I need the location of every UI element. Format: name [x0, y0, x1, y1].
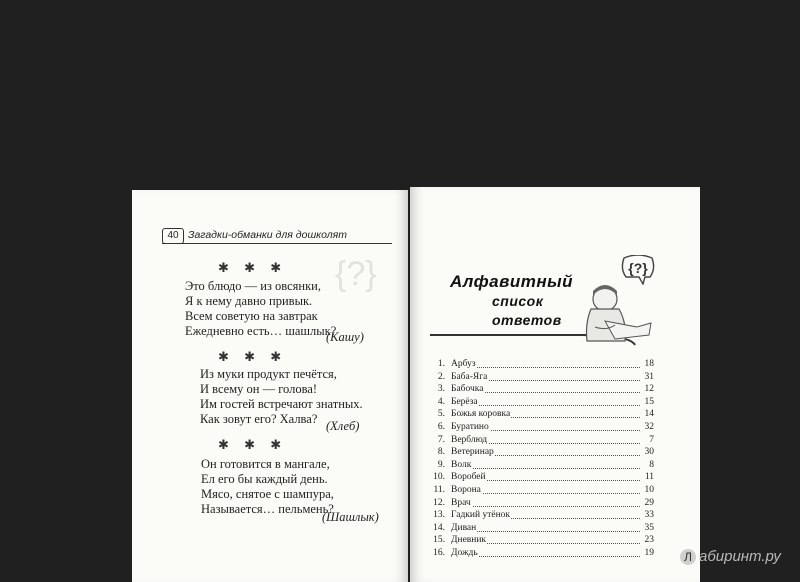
item-number: 9. — [437, 459, 445, 470]
riddle-line: Всем советую на завтрак — [185, 309, 318, 323]
list-item — [429, 396, 654, 409]
riddle-line: Ел его бы каждый день. — [201, 472, 328, 486]
riddle-answer-1: (Кашу) — [326, 330, 364, 344]
running-header-title: Загадки-обманки для дошколят — [188, 229, 348, 241]
item-label: Буратино — [451, 421, 489, 432]
item-label: Дождь — [451, 547, 478, 558]
riddle-line: Это блюдо — из овсянки, — [185, 279, 321, 293]
title-line-2: список — [492, 293, 544, 309]
item-number: 8. — [437, 447, 445, 458]
item-label: Верблюд — [451, 434, 488, 445]
leader-dots — [451, 468, 640, 469]
stars-divider: ✱ ✱ ✱ — [218, 260, 288, 275]
list-item — [429, 459, 654, 472]
item-number: 11. — [433, 484, 445, 495]
leader-dots — [451, 556, 640, 557]
riddle-line: Я к нему давно привык. — [185, 294, 313, 308]
item-page: 12 — [640, 383, 654, 396]
list-item — [429, 434, 654, 447]
bleed-through-mark: {?} — [335, 255, 377, 293]
item-label: Диван — [451, 522, 477, 533]
list-item — [429, 446, 654, 459]
list-item — [429, 509, 654, 522]
item-number: 15. — [433, 535, 445, 546]
list-item — [429, 408, 654, 421]
riddle-line: Из муки продукт печётся, — [200, 367, 337, 381]
thinking-child-illustration — [575, 283, 655, 343]
item-page: 7 — [640, 434, 654, 447]
stars-divider: ✱ ✱ ✱ — [218, 349, 288, 364]
item-label: Гадкий утёнок — [451, 510, 511, 521]
riddle-line: Как зовут его? Халва? — [200, 412, 318, 426]
item-number: 5. — [437, 409, 445, 420]
item-page: 33 — [640, 509, 654, 522]
labirint-logo-icon: Л — [680, 549, 696, 565]
item-label: Бабочка — [451, 384, 484, 395]
riddle-line: Мясо, снятое с шампура, — [201, 487, 334, 501]
riddle-2 — [200, 367, 363, 427]
item-page: 18 — [640, 358, 654, 371]
bubble-text: {?} — [628, 260, 648, 276]
item-label: Ворона — [451, 484, 481, 495]
riddle-line: Называется… пельмень? — [201, 502, 334, 516]
item-page: 15 — [640, 396, 654, 409]
list-item — [429, 547, 654, 560]
item-page: 19 — [640, 547, 654, 560]
watermark — [680, 548, 781, 565]
riddle-line: Он готовится в мангале, — [201, 457, 330, 471]
item-label: Ветеринар — [451, 447, 494, 458]
list-item — [429, 421, 654, 434]
item-number: 3. — [437, 384, 445, 395]
list-item — [429, 371, 654, 384]
item-number: 7. — [437, 434, 445, 445]
question-bubble-icon — [621, 255, 655, 285]
answer-index-list — [429, 358, 654, 560]
list-item — [429, 522, 654, 535]
item-label: Дневник — [451, 535, 487, 546]
item-label: Воробей — [451, 472, 486, 483]
header-rule — [162, 243, 392, 244]
item-label: Божья коровка — [451, 409, 511, 420]
item-number: 12. — [433, 497, 445, 508]
leader-dots — [451, 506, 640, 507]
item-label: Арбуз — [451, 359, 476, 369]
item-number: 2. — [437, 371, 445, 382]
list-item — [429, 383, 654, 396]
list-item — [429, 497, 654, 510]
list-item — [429, 471, 654, 484]
item-label: Баба-Яга — [451, 371, 488, 382]
item-number: 16. — [433, 547, 445, 558]
riddle-answer-2: (Хлеб) — [326, 419, 360, 433]
list-item — [429, 534, 654, 547]
item-page: 29 — [640, 497, 654, 510]
leader-dots — [451, 405, 640, 406]
item-label: Врач — [451, 497, 471, 508]
riddle-line: Ежедневно есть… шашлык? — [185, 324, 337, 338]
item-page: 32 — [640, 421, 654, 434]
item-page: 35 — [640, 522, 654, 535]
item-number: 6. — [437, 421, 445, 432]
item-page: 31 — [640, 371, 654, 384]
item-page: 10 — [640, 484, 654, 497]
item-label: Берёза — [451, 396, 478, 407]
riddle-answer-3: (Шашлык) — [322, 510, 379, 524]
list-item — [429, 358, 654, 371]
item-number: 14. — [433, 522, 445, 533]
leader-dots — [451, 367, 640, 368]
item-number: 4. — [437, 396, 445, 407]
item-page: 23 — [640, 534, 654, 547]
list-item — [429, 484, 654, 497]
riddle-3 — [201, 457, 334, 517]
title-line-1: Алфавитный — [450, 272, 574, 291]
leader-dots — [451, 531, 640, 532]
item-page: 30 — [640, 446, 654, 459]
stars-divider: ✱ ✱ ✱ — [218, 437, 288, 452]
item-number: 1. — [437, 359, 445, 369]
page-number: 40 — [162, 228, 184, 244]
riddle-line: Им гостей встречают знатных. — [200, 397, 363, 411]
riddle-1 — [185, 279, 336, 339]
title-line-3: ответов — [492, 312, 562, 328]
item-number: 10. — [433, 472, 445, 483]
item-page: 14 — [640, 408, 654, 421]
riddle-line: И всему он — голова! — [200, 382, 318, 396]
item-label: Волк — [451, 459, 472, 470]
item-number: 13. — [433, 510, 445, 521]
watermark-text: абиринт.ру — [699, 548, 781, 565]
left-page-header — [162, 228, 392, 244]
item-page: 8 — [640, 459, 654, 472]
item-page: 11 — [640, 471, 654, 484]
